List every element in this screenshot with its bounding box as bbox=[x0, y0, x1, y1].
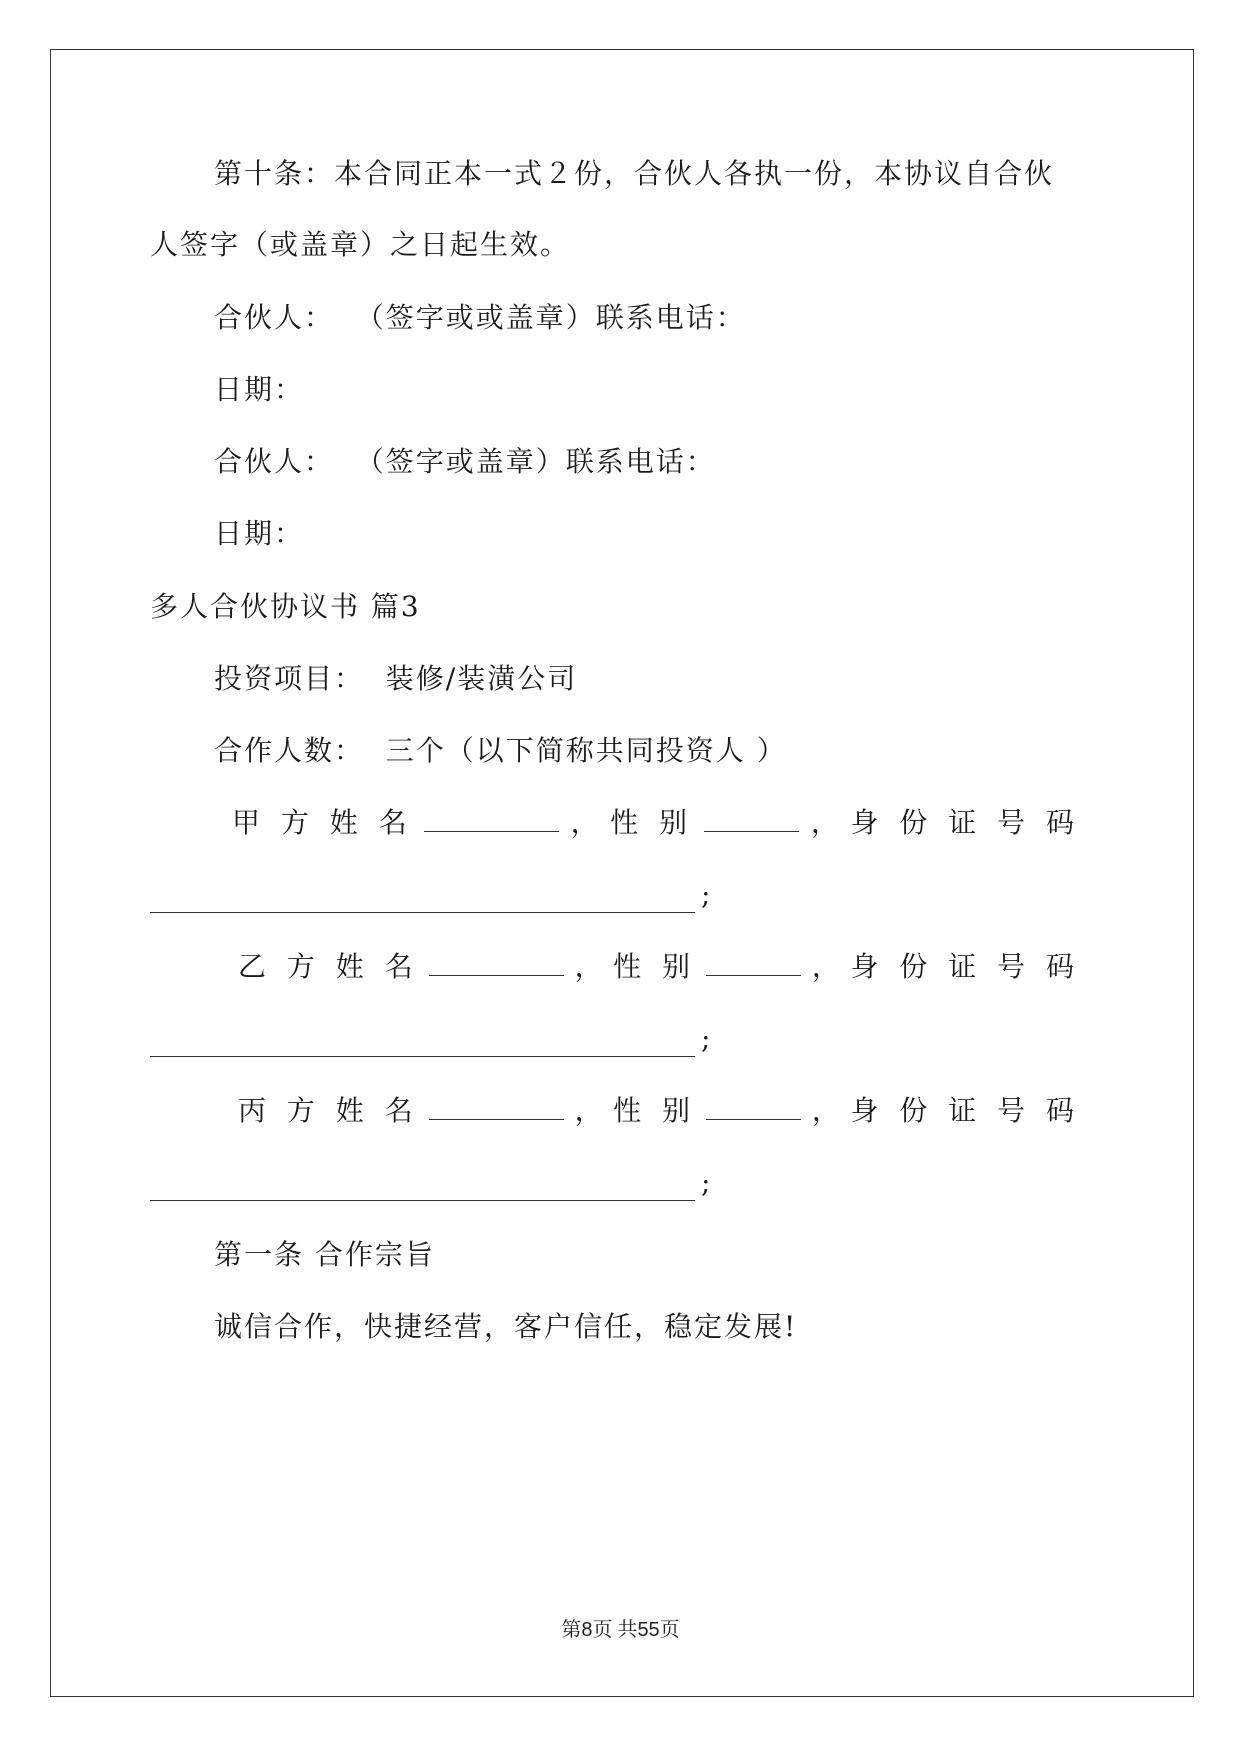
party-b-comma-1: ， bbox=[574, 950, 603, 983]
party-a-comma-1: ， bbox=[570, 806, 599, 839]
article-10-line-1: 第十条：本合同正本一式２份，合伙人各执一份，本协议自合伙 bbox=[214, 157, 1055, 190]
party-a-id-label: 身 份 证 号 码 bbox=[850, 806, 1080, 839]
footer-prefix: 第 bbox=[561, 1619, 582, 1641]
article-1-heading: 第一条 合作宗旨 bbox=[214, 1238, 435, 1271]
date-line-2: 日期： bbox=[214, 517, 305, 550]
party-b-gender-label: 性 别 bbox=[613, 950, 696, 983]
party-b-id-label: 身 份 证 号 码 bbox=[850, 950, 1080, 983]
cooperation-motto: 诚信合作，快捷经营，客户信任，稳定发展! bbox=[214, 1310, 798, 1343]
footer-suffix: 页 bbox=[659, 1619, 680, 1641]
party-b-gender-blank bbox=[706, 951, 801, 976]
party-a-row bbox=[232, 805, 1080, 841]
date-line-1: 日期： bbox=[214, 373, 305, 406]
page-border bbox=[50, 49, 1194, 1697]
party-c-name-label: 丙 方 姓 名 bbox=[238, 1094, 419, 1127]
party-b-row bbox=[238, 949, 1080, 985]
investment-project: 投资项目： 装修/装潢公司 bbox=[214, 662, 578, 695]
party-c-id-blank bbox=[150, 1174, 695, 1201]
section-heading: 多人合伙协议书 篇3 bbox=[150, 590, 421, 623]
party-c-name-blank bbox=[429, 1095, 564, 1120]
party-c-comma-1: ， bbox=[574, 1094, 603, 1127]
party-b-name-label: 乙 方 姓 名 bbox=[238, 950, 419, 983]
party-c-id-row bbox=[150, 1165, 710, 1201]
page-footer bbox=[0, 1618, 1241, 1642]
party-a-id-blank bbox=[150, 886, 695, 913]
party-b-semicolon: ; bbox=[701, 1022, 711, 1055]
party-a-name-label: 甲 方 姓 名 bbox=[232, 806, 413, 839]
party-c-semicolon: ; bbox=[701, 1166, 711, 1199]
partner-count: 合作人数： 三个（以下简称共同投资人 ） bbox=[214, 734, 787, 767]
party-b-comma-2: ， bbox=[811, 950, 840, 983]
signature-line-2: 合伙人： （签字或盖章）联系电话： bbox=[214, 445, 716, 478]
party-c-id-label: 身 份 证 号 码 bbox=[850, 1094, 1080, 1127]
article-10-line-2: 人签字（或盖章）之日起生效。 bbox=[150, 228, 571, 261]
party-b-id-row bbox=[150, 1021, 710, 1057]
party-c-gender-label: 性 别 bbox=[613, 1094, 696, 1127]
signature-line-1: 合伙人： （签字或或盖章）联系电话： bbox=[214, 301, 746, 334]
party-c-comma-2: ， bbox=[811, 1094, 840, 1127]
party-a-comma-2: ， bbox=[810, 806, 839, 839]
footer-mid: 页 共 bbox=[592, 1619, 638, 1641]
party-a-gender-blank bbox=[704, 807, 799, 832]
footer-total-pages: 55 bbox=[637, 1619, 660, 1641]
party-a-id-row bbox=[150, 877, 710, 913]
party-b-id-blank bbox=[150, 1030, 695, 1057]
party-a-name-blank bbox=[424, 807, 559, 832]
footer-page-number: 8 bbox=[581, 1619, 593, 1641]
party-a-gender-label: 性 别 bbox=[610, 806, 693, 839]
party-c-gender-blank bbox=[706, 1095, 801, 1120]
party-a-semicolon: ; bbox=[701, 878, 711, 911]
party-b-name-blank bbox=[429, 951, 564, 976]
party-c-row bbox=[238, 1093, 1080, 1129]
